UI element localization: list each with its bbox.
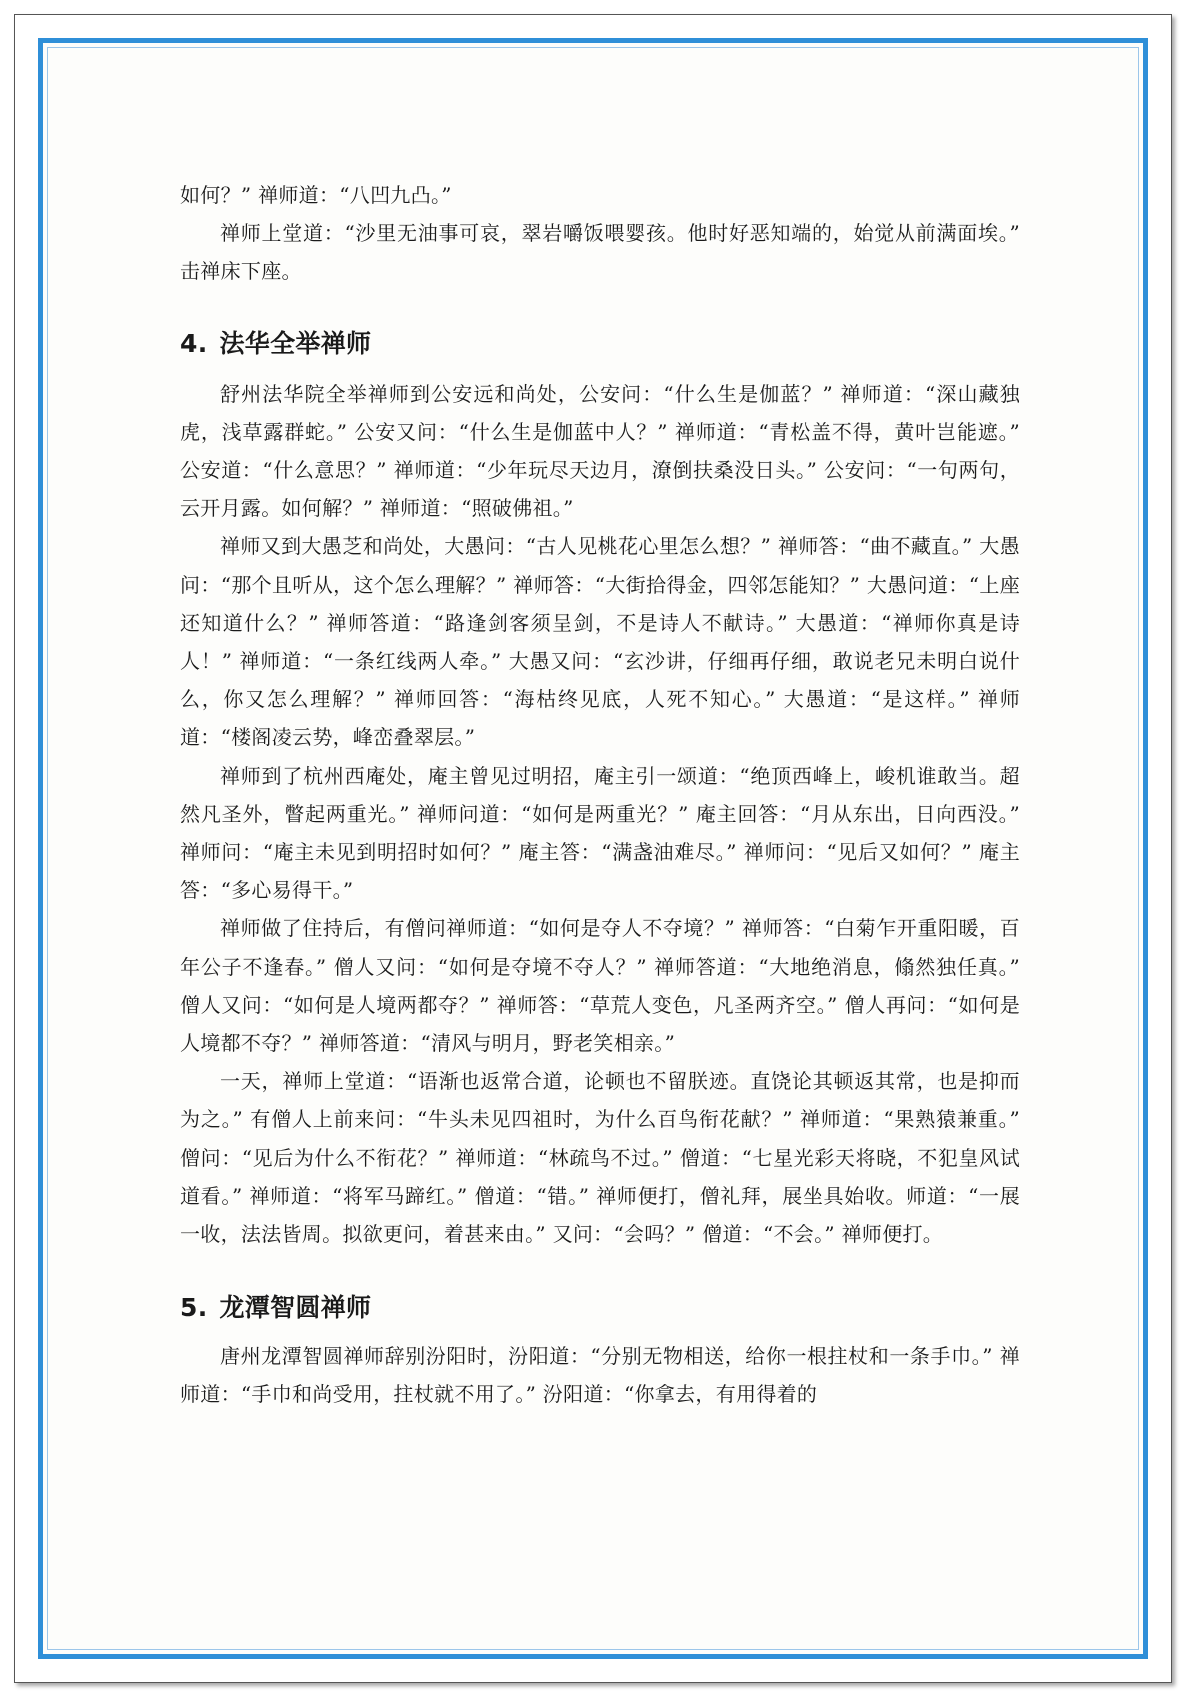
paragraph: 舒州法华院全举禅师到公安远和尚处，公安问：“什么生是伽蓝？” 禅师道：“深山藏独虎，浅草露群蛇。” 公安又问：“什么生是伽蓝中人？” 禅师道：“青松盖不得，黄叶岂能遮。” 公安道：“什么意思？” 禅师道：“少年玩尽天边月，潦倒扶桑没日头。” 公安问：“一句两句，云开月露。如何解？” 禅师道：“照破佛祖。” [180, 381, 1020, 521]
section-title: 法华全举禅师 [219, 328, 372, 358]
page-content [180, 176, 1020, 1414]
paragraph: 禅师做了住持后，有僧问禅师道：“如何是夺人不夺境？” 禅师答：“白菊乍开重阳暖，百年公子不逢春。” 僧人又问：“如何是夺境不夺人？” 禅师答道：“大地绝消息，翛然独任真。” 僧人又问：“如何是人境两都夺？” 禅师答：“草荒人变色，凡圣两齐空。” 僧人再问：“如何是人境都不夺？” 禅师答道：“清风与明月，野老笑相亲。” [180, 916, 1020, 1056]
paragraph: 禅师到了杭州西庵处，庵主曾见过明招，庵主引一颂道：“绝顶西峰上，峻机谁敢当。超然凡圣外，瞥起两重光。” 禅师问道：“如何是两重光？” 庵主回答：“月从东出，日向西没。” 禅师问：“庵主未见到明招时如何？” 庵主答：“满盏油难尽。” 禅师问：“见后又如何？” 庵主答：“多心易得干。” [180, 763, 1020, 903]
paragraph-continuation: 如何？” 禅师道：“八凹九凸。” [180, 183, 452, 207]
section-number: 4. [180, 328, 208, 358]
paragraph: 禅师上堂道：“沙里无油事可哀，翠岩嚼饭喂婴孩。他时好恶知端的，始觉从前满面埃。” 击禅床下座。 [180, 221, 1020, 284]
section-title: 龙潭智圆禅师 [219, 1293, 372, 1323]
paragraph: 禅师又到大愚芝和尚处，大愚问：“古人见桃花心里怎么想？” 禅师答：“曲不藏直。” 大愚问：“那个且听从，这个怎么理解？” 禅师答：“大街拾得金，四邻怎能知？” 大愚问道：“上座还知道什么？” 禅师答道：“路逢剑客须呈剑，不是诗人不献诗。” 大愚道：“禅师你真是诗人！” 禅师道：“一条红线两人牵。” 大愚又问：“玄沙讲，仔细再仔细，敢说老兄未明白说什么，你又怎么理解？” 禅师回答：“海枯终见底，人死不知心。” 大愚道：“是这样。” 禅师道：“楼阁凌云势，峰峦叠翠层。” [180, 534, 1020, 750]
section-heading-5 [180, 1289, 1020, 1327]
paragraph: 唐州龙潭智圆禅师辞别汾阳时，汾阳道：“分别无物相送，给你一根拄杖和一条手巾。” 禅师道：“手巾和尚受用，拄杖就不用了。” 汾阳道：“你拿去，有用得着的 [180, 1344, 1020, 1407]
section-number: 5. [180, 1293, 208, 1323]
section-heading-4 [180, 325, 1020, 363]
paragraph: 一天，禅师上堂道：“语渐也返常合道，论顿也不留朕迹。直饶论其顿返其常，也是抑而为之。” 有僧人上前来问：“牛头未见四祖时，为什么百鸟衔花献？” 禅师道：“果熟猿兼重。” 僧问：“见后为什么不衔花？” 禅师道：“林疏鸟不过。” 僧道：“七星光彩天将晓，不犯皇风试道看。” 禅师道：“将军马蹄红。” 僧道：“错。” 禅师便打，僧礼拜，展坐具始收。师道：“一展一收，法法皆周。拟欲更问，着甚来由。” 又问：“会吗？” 僧道：“不会。” 禅师便打。 [180, 1069, 1020, 1247]
